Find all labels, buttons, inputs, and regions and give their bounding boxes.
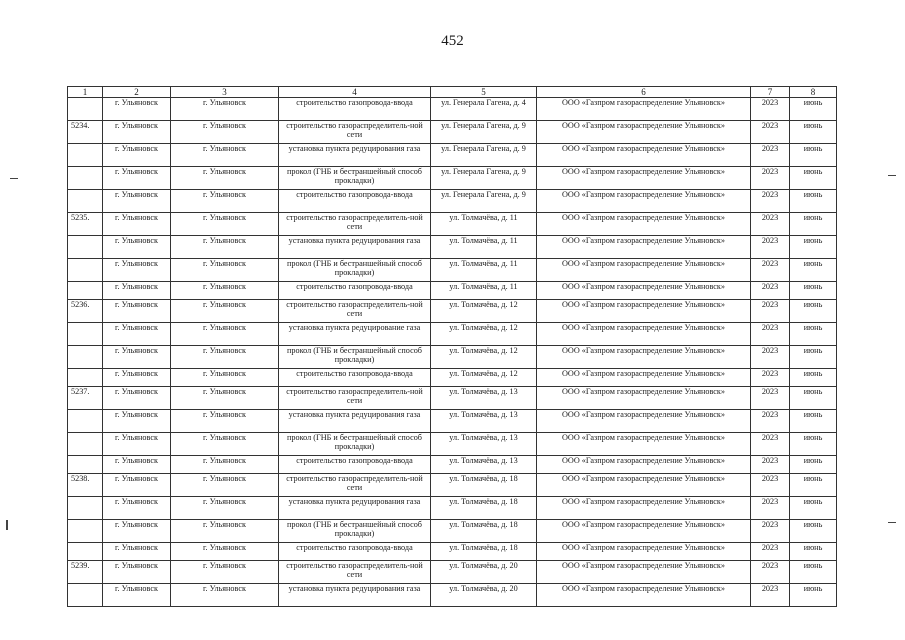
address-cell: ул. Генерала Гагена, д. 9 xyxy=(431,144,537,167)
column-header-7: 7 xyxy=(751,87,790,98)
year-cell: 2023 xyxy=(751,236,790,259)
year-cell: 2023 xyxy=(751,561,790,584)
settlement-cell: г. Ульяновск xyxy=(171,144,279,167)
work-type-cell: строительство газораспределитель-ной сети xyxy=(279,213,431,236)
organization-cell: ООО «Газпром газораспределение Ульяновск» xyxy=(537,98,751,121)
address-cell: ул. Толмачёва, д. 11 xyxy=(431,282,537,300)
settlement-cell: г. Ульяновск xyxy=(171,236,279,259)
year-cell: 2023 xyxy=(751,323,790,346)
settlement-cell: г. Ульяновск xyxy=(171,497,279,520)
work-type-cell: строительство газораспределитель-ной сети xyxy=(279,474,431,497)
work-type-cell: установка пункта редуцирования газа xyxy=(279,584,431,607)
table-row xyxy=(68,543,837,561)
table-row xyxy=(68,474,837,497)
region-cell: г. Ульяновск xyxy=(103,474,171,497)
row-number-cell: 5234. xyxy=(68,121,103,144)
row-number-cell xyxy=(68,497,103,520)
row-number-cell xyxy=(68,167,103,190)
settlement-cell: г. Ульяновск xyxy=(171,121,279,144)
row-number-cell: 5237. xyxy=(68,387,103,410)
region-cell: г. Ульяновск xyxy=(103,300,171,323)
month-cell: июнь xyxy=(790,387,837,410)
organization-cell: ООО «Газпром газораспределение Ульяновск» xyxy=(537,474,751,497)
work-type-cell: прокол (ГНБ и бестраншейный способ прокладки) xyxy=(279,346,431,369)
row-number-cell: 5236. xyxy=(68,300,103,323)
row-number-cell xyxy=(68,369,103,387)
month-cell: июнь xyxy=(790,543,837,561)
settlement-cell: г. Ульяновск xyxy=(171,98,279,121)
organization-cell: ООО «Газпром газораспределение Ульяновск» xyxy=(537,584,751,607)
scan-mark-right-top xyxy=(888,175,896,176)
region-cell: г. Ульяновск xyxy=(103,144,171,167)
month-cell: июнь xyxy=(790,456,837,474)
organization-cell: ООО «Газпром газораспределение Ульяновск» xyxy=(537,213,751,236)
row-number-cell: 5235. xyxy=(68,213,103,236)
row-number-cell xyxy=(68,584,103,607)
table-row xyxy=(68,387,837,410)
table-row xyxy=(68,410,837,433)
address-cell: ул. Толмачёва, д. 11 xyxy=(431,259,537,282)
month-cell: июнь xyxy=(790,121,837,144)
year-cell: 2023 xyxy=(751,433,790,456)
row-number-cell xyxy=(68,346,103,369)
address-cell: ул. Толмачёва, д. 13 xyxy=(431,456,537,474)
organization-cell: ООО «Газпром газораспределение Ульяновск» xyxy=(537,346,751,369)
organization-cell: ООО «Газпром газораспределение Ульяновск» xyxy=(537,387,751,410)
work-type-cell: прокол (ГНБ и бестраншейный способ прокладки) xyxy=(279,520,431,543)
work-type-cell: прокол (ГНБ и бестраншейный способ прокладки) xyxy=(279,433,431,456)
month-cell: июнь xyxy=(790,167,837,190)
region-cell: г. Ульяновск xyxy=(103,98,171,121)
settlement-cell: г. Ульяновск xyxy=(171,259,279,282)
row-number-cell xyxy=(68,433,103,456)
settlement-cell: г. Ульяновск xyxy=(171,543,279,561)
column-header-1: 1 xyxy=(68,87,103,98)
region-cell: г. Ульяновск xyxy=(103,167,171,190)
month-cell: июнь xyxy=(790,433,837,456)
address-cell: ул. Толмачёва, д. 12 xyxy=(431,346,537,369)
address-cell: ул. Генерала Гагена, д. 9 xyxy=(431,121,537,144)
work-type-cell: установка пункта редуцирования газа xyxy=(279,144,431,167)
table-row xyxy=(68,98,837,121)
settlement-cell: г. Ульяновск xyxy=(171,410,279,433)
row-number-cell xyxy=(68,190,103,213)
work-type-cell: установка пункта редуцирование газа xyxy=(279,323,431,346)
scan-mark-left-bottom xyxy=(6,520,8,530)
table-row xyxy=(68,369,837,387)
table-row xyxy=(68,456,837,474)
settlement-cell: г. Ульяновск xyxy=(171,433,279,456)
settlement-cell: г. Ульяновск xyxy=(171,346,279,369)
row-number-cell xyxy=(68,259,103,282)
work-type-cell: строительство газораспределитель-ной сети xyxy=(279,300,431,323)
settlement-cell: г. Ульяновск xyxy=(171,300,279,323)
organization-cell: ООО «Газпром газораспределение Ульяновск» xyxy=(537,369,751,387)
year-cell: 2023 xyxy=(751,520,790,543)
month-cell: июнь xyxy=(790,300,837,323)
month-cell: июнь xyxy=(790,282,837,300)
table-row xyxy=(68,190,837,213)
settlement-cell: г. Ульяновск xyxy=(171,369,279,387)
organization-cell: ООО «Газпром газораспределение Ульяновск» xyxy=(537,433,751,456)
row-number-cell xyxy=(68,456,103,474)
table-row xyxy=(68,259,837,282)
row-number-cell xyxy=(68,236,103,259)
settlement-cell: г. Ульяновск xyxy=(171,323,279,346)
settlement-cell: г. Ульяновск xyxy=(171,190,279,213)
month-cell: июнь xyxy=(790,474,837,497)
organization-cell: ООО «Газпром газораспределение Ульяновск» xyxy=(537,259,751,282)
organization-cell: ООО «Газпром газораспределение Ульяновск» xyxy=(537,497,751,520)
region-cell: г. Ульяновск xyxy=(103,369,171,387)
work-type-cell: установка пункта редуцирования газа xyxy=(279,410,431,433)
address-cell: ул. Толмачёва, д. 11 xyxy=(431,213,537,236)
table-row xyxy=(68,236,837,259)
organization-cell: ООО «Газпром газораспределение Ульяновск» xyxy=(537,410,751,433)
row-number-cell: 5238. xyxy=(68,474,103,497)
address-cell: ул. Толмачёва, д. 13 xyxy=(431,433,537,456)
year-cell: 2023 xyxy=(751,346,790,369)
month-cell: июнь xyxy=(790,236,837,259)
address-cell: ул. Генерала Гагена, д. 4 xyxy=(431,98,537,121)
address-cell: ул. Толмачёва, д. 11 xyxy=(431,236,537,259)
month-cell: июнь xyxy=(790,410,837,433)
organization-cell: ООО «Газпром газораспределение Ульяновск» xyxy=(537,520,751,543)
organization-cell: ООО «Газпром газораспределение Ульяновск» xyxy=(537,190,751,213)
table-row xyxy=(68,584,837,607)
year-cell: 2023 xyxy=(751,300,790,323)
work-type-cell: строительство газопровода-ввода xyxy=(279,456,431,474)
organization-cell: ООО «Газпром газораспределение Ульяновск» xyxy=(537,300,751,323)
scan-mark-left-top xyxy=(10,178,18,179)
settlement-cell: г. Ульяновск xyxy=(171,282,279,300)
month-cell: июнь xyxy=(790,98,837,121)
work-type-cell: строительство газопровода-ввода xyxy=(279,282,431,300)
registry-table xyxy=(67,86,837,607)
settlement-cell: г. Ульяновск xyxy=(171,213,279,236)
organization-cell: ООО «Газпром газораспределение Ульяновск» xyxy=(537,323,751,346)
month-cell: июнь xyxy=(790,259,837,282)
page-number: 452 xyxy=(441,33,464,49)
region-cell: г. Ульяновск xyxy=(103,520,171,543)
organization-cell: ООО «Газпром газораспределение Ульяновск» xyxy=(537,561,751,584)
year-cell: 2023 xyxy=(751,213,790,236)
region-cell: г. Ульяновск xyxy=(103,433,171,456)
column-header-4: 4 xyxy=(279,87,431,98)
address-cell: ул. Толмачёва, д. 18 xyxy=(431,474,537,497)
region-cell: г. Ульяновск xyxy=(103,561,171,584)
row-number-cell: 5239. xyxy=(68,561,103,584)
settlement-cell: г. Ульяновск xyxy=(171,584,279,607)
region-cell: г. Ульяновск xyxy=(103,213,171,236)
work-type-cell: прокол (ГНБ и бестраншейный способ прокладки) xyxy=(279,167,431,190)
region-cell: г. Ульяновск xyxy=(103,121,171,144)
region-cell: г. Ульяновск xyxy=(103,543,171,561)
work-type-cell: прокол (ГНБ и бестраншейный способ прокладки) xyxy=(279,259,431,282)
table-row xyxy=(68,561,837,584)
work-type-cell: строительство газопровода-ввода xyxy=(279,98,431,121)
table-body xyxy=(68,98,837,607)
region-cell: г. Ульяновск xyxy=(103,190,171,213)
year-cell: 2023 xyxy=(751,474,790,497)
row-number-cell xyxy=(68,144,103,167)
work-type-cell: строительство газораспределитель-ной сети xyxy=(279,121,431,144)
row-number-cell xyxy=(68,410,103,433)
table-row xyxy=(68,346,837,369)
address-cell: ул. Толмачёва, д. 12 xyxy=(431,369,537,387)
row-number-cell xyxy=(68,543,103,561)
table-row xyxy=(68,213,837,236)
region-cell: г. Ульяновск xyxy=(103,584,171,607)
year-cell: 2023 xyxy=(751,190,790,213)
address-cell: ул. Толмачёва, д. 18 xyxy=(431,520,537,543)
table-row xyxy=(68,121,837,144)
organization-cell: ООО «Газпром газораспределение Ульяновск» xyxy=(537,456,751,474)
month-cell: июнь xyxy=(790,520,837,543)
year-cell: 2023 xyxy=(751,369,790,387)
work-type-cell: строительство газопровода-ввода xyxy=(279,190,431,213)
scan-mark-right-bottom xyxy=(888,522,896,523)
year-cell: 2023 xyxy=(751,167,790,190)
work-type-cell: строительство газопровода-ввода xyxy=(279,369,431,387)
region-cell: г. Ульяновск xyxy=(103,497,171,520)
region-cell: г. Ульяновск xyxy=(103,323,171,346)
month-cell: июнь xyxy=(790,213,837,236)
year-cell: 2023 xyxy=(751,121,790,144)
organization-cell: ООО «Газпром газораспределение Ульяновск» xyxy=(537,282,751,300)
row-number-cell xyxy=(68,98,103,121)
work-type-cell: установка пункта редуцирования газа xyxy=(279,497,431,520)
row-number-cell xyxy=(68,323,103,346)
year-cell: 2023 xyxy=(751,144,790,167)
month-cell: июнь xyxy=(790,584,837,607)
year-cell: 2023 xyxy=(751,282,790,300)
region-cell: г. Ульяновск xyxy=(103,410,171,433)
address-cell: ул. Толмачёва, д. 20 xyxy=(431,584,537,607)
table-row xyxy=(68,282,837,300)
table-row xyxy=(68,144,837,167)
year-cell: 2023 xyxy=(751,387,790,410)
year-cell: 2023 xyxy=(751,584,790,607)
table-row xyxy=(68,520,837,543)
address-cell: ул. Толмачёва, д. 18 xyxy=(431,497,537,520)
settlement-cell: г. Ульяновск xyxy=(171,387,279,410)
address-cell: ул. Толмачёва, д. 12 xyxy=(431,323,537,346)
column-header-6: 6 xyxy=(537,87,751,98)
month-cell: июнь xyxy=(790,190,837,213)
organization-cell: ООО «Газпром газораспределение Ульяновск» xyxy=(537,236,751,259)
row-number-cell xyxy=(68,282,103,300)
year-cell: 2023 xyxy=(751,497,790,520)
table-row xyxy=(68,300,837,323)
table-row xyxy=(68,497,837,520)
organization-cell: ООО «Газпром газораспределение Ульяновск» xyxy=(537,543,751,561)
address-cell: ул. Толмачёва, д. 12 xyxy=(431,300,537,323)
region-cell: г. Ульяновск xyxy=(103,282,171,300)
table-row xyxy=(68,433,837,456)
address-cell: ул. Толмачёва, д. 18 xyxy=(431,543,537,561)
work-type-cell: строительство газораспределитель-ной сети xyxy=(279,561,431,584)
region-cell: г. Ульяновск xyxy=(103,259,171,282)
work-type-cell: строительство газораспределитель-ной сети xyxy=(279,387,431,410)
table-header-row xyxy=(68,87,837,98)
month-cell: июнь xyxy=(790,346,837,369)
month-cell: июнь xyxy=(790,144,837,167)
settlement-cell: г. Ульяновск xyxy=(171,520,279,543)
address-cell: ул. Толмачёва, д. 13 xyxy=(431,387,537,410)
year-cell: 2023 xyxy=(751,410,790,433)
month-cell: июнь xyxy=(790,561,837,584)
address-cell: ул. Генерала Гагена, д. 9 xyxy=(431,167,537,190)
region-cell: г. Ульяновск xyxy=(103,387,171,410)
region-cell: г. Ульяновск xyxy=(103,346,171,369)
address-cell: ул. Генерала Гагена, д. 9 xyxy=(431,190,537,213)
year-cell: 2023 xyxy=(751,543,790,561)
settlement-cell: г. Ульяновск xyxy=(171,456,279,474)
month-cell: июнь xyxy=(790,497,837,520)
table-row xyxy=(68,323,837,346)
work-type-cell: установка пункта редуцирования газа xyxy=(279,236,431,259)
work-type-cell: строительство газопровода-ввода xyxy=(279,543,431,561)
year-cell: 2023 xyxy=(751,456,790,474)
column-header-3: 3 xyxy=(171,87,279,98)
organization-cell: ООО «Газпром газораспределение Ульяновск» xyxy=(537,121,751,144)
table-row xyxy=(68,167,837,190)
month-cell: июнь xyxy=(790,323,837,346)
row-number-cell xyxy=(68,520,103,543)
month-cell: июнь xyxy=(790,369,837,387)
settlement-cell: г. Ульяновск xyxy=(171,167,279,190)
year-cell: 2023 xyxy=(751,259,790,282)
year-cell: 2023 xyxy=(751,98,790,121)
address-cell: ул. Толмачёва, д. 20 xyxy=(431,561,537,584)
region-cell: г. Ульяновск xyxy=(103,456,171,474)
settlement-cell: г. Ульяновск xyxy=(171,561,279,584)
column-header-5: 5 xyxy=(431,87,537,98)
organization-cell: ООО «Газпром газораспределение Ульяновск» xyxy=(537,167,751,190)
organization-cell: ООО «Газпром газораспределение Ульяновск» xyxy=(537,144,751,167)
settlement-cell: г. Ульяновск xyxy=(171,474,279,497)
address-cell: ул. Толмачёва, д. 13 xyxy=(431,410,537,433)
region-cell: г. Ульяновск xyxy=(103,236,171,259)
column-header-8: 8 xyxy=(790,87,837,98)
column-header-2: 2 xyxy=(103,87,171,98)
